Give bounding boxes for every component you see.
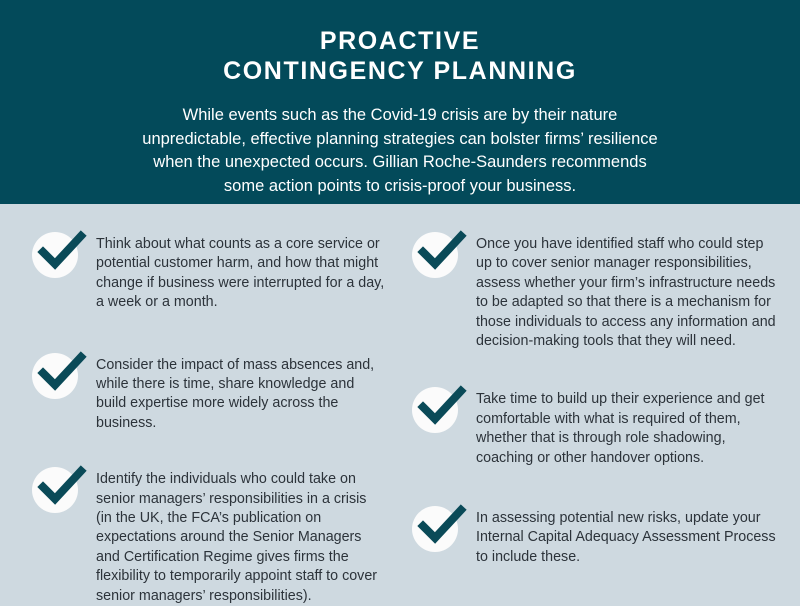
checkmark-glyph <box>35 461 87 513</box>
checkmark-glyph <box>415 226 467 278</box>
list-item-text: Once you have identified staff who could step up to cover senior manager responsibilities, assess whether your firm’s infrastructure needs to be adapted so that there is a mechanism for those individuals to access any information and decision-making tools that they will need. <box>476 236 776 350</box>
checkmark-icon <box>32 347 84 399</box>
list-item <box>412 381 776 468</box>
checkmark-glyph <box>35 226 87 278</box>
list-item-text: Identify the individuals who could take on senior managers’ responsibilities in a crisis (in the UK, the FCA’s publication on expectations around the Senior Managers and Certification Regime gives firms the flexibility to temporarily appoint staff to cover senior managers’ responsibilities). <box>96 471 378 604</box>
checkmark-glyph <box>415 381 467 433</box>
list-item-text: In assessing potential new risks, update your Internal Capital Adequacy Assessment Process to include these. <box>476 510 776 565</box>
title-line-2: CONTINGENCY PLANNING <box>223 57 577 85</box>
list-item <box>32 226 386 313</box>
right-column <box>400 226 786 606</box>
checkmark-glyph <box>415 500 467 552</box>
list-item <box>32 347 386 434</box>
list-item <box>412 226 776 351</box>
checkmark-icon <box>412 500 464 552</box>
list-item <box>412 500 776 567</box>
header-subtitle: While events such as the Covid-19 crisis are by their nature unpredictable, effective planning strategies can bolster firms’ resilience when the unexpected occurs. Gillian Roche-Saunders recommends some action points to crisis-proof your business. <box>142 106 658 195</box>
page-title <box>223 26 577 86</box>
header-banner <box>0 0 800 204</box>
left-column <box>14 226 400 606</box>
list-item-text: Consider the impact of mass absences and, while there is time, share knowledge and build expertise more widely across the business. <box>96 356 375 431</box>
checkmark-icon <box>32 461 84 513</box>
points-body <box>0 204 800 606</box>
checkmark-icon <box>412 226 464 278</box>
checkmark-icon <box>412 381 464 433</box>
checkmark-icon <box>32 226 84 278</box>
list-item-text: Think about what counts as a core service or potential customer harm, and how that might change if business were interrupted for a day, a week or a month. <box>96 236 385 311</box>
list-item <box>32 461 386 606</box>
checkmark-glyph <box>35 347 87 399</box>
title-line-1: PROACTIVE <box>319 27 481 55</box>
list-item-text: Take time to build up their experience and get comfortable with what is required of them, whether that is through role shadowing, coaching or other handover options. <box>476 391 765 466</box>
